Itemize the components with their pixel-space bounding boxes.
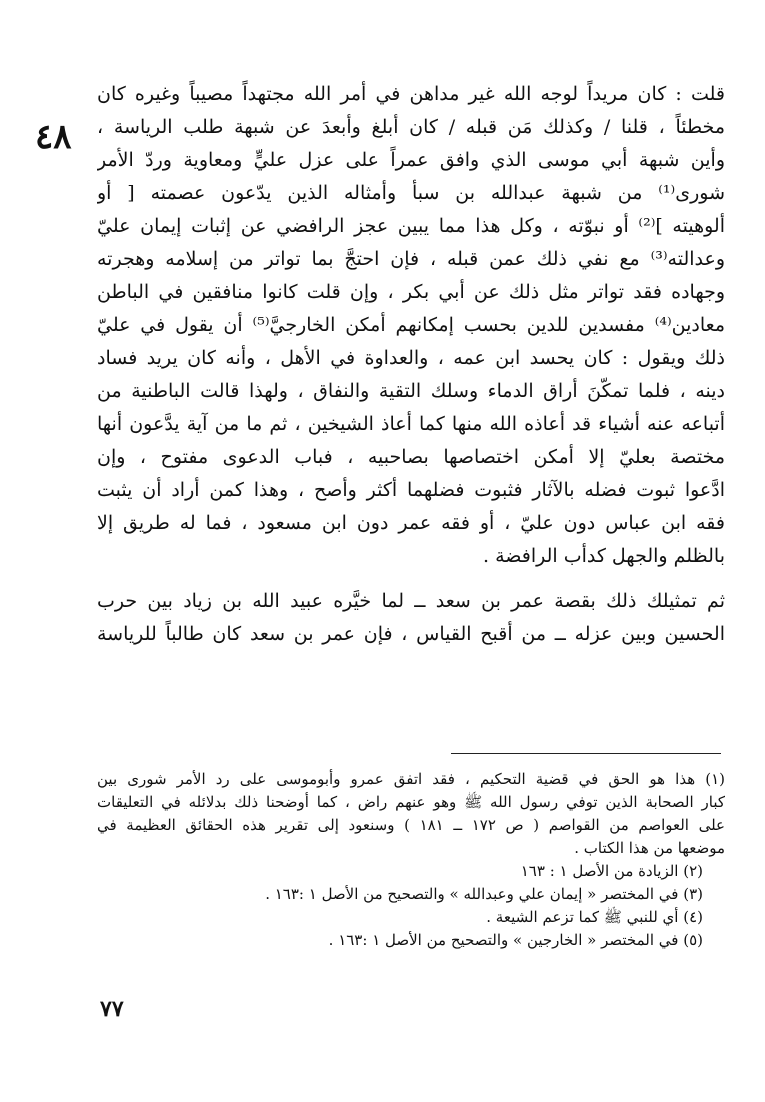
text-line: بالظلم والجهل كدأب الرافضة . [483, 545, 725, 567]
footnote-line: (٤) أي للنبي ﷺ كما تزعم الشيعة . [486, 908, 703, 926]
text-line: ثم تمثيلك ذلك بقصة عمر بن سعد ــ لما خيَّره عبيد الله بن زياد بين حرب [97, 590, 725, 612]
footnote-line: (٢) الزيادة من الأصل ١ : ١٦٣ [520, 862, 703, 880]
text-line: مختصة بعليّ إلا أمكن اختصاصها بصاحبيه ، فباب الدعوى مفتوح ، وإن [97, 446, 725, 468]
text-line: وأين شبهة أبي موسى الذي وافق عمراً على عزل عليٍّ ومعاوية وردّ الأمر [97, 149, 725, 171]
footnote-line: (١) هذا هو الحق في قضية التحكيم ، فقد اتفق عمرو وأبوموسى على رد الأمر شورى بين [97, 770, 725, 788]
text-line: وعدالته⁽³⁾ مع نفي ذلك عمن قبله ، فإن احتجَّ بما تواتر من إسلامه وهجرته [97, 248, 725, 270]
footnotes [97, 768, 725, 952]
footnote-line: على العواصم من القواصم ( ص ١٧٢ ــ ١٨١ ) وسنعود إلى تقرير هذه الحقائق العظيمة في [97, 816, 725, 834]
text-line: فقه ابن عباس دون عليّ ، أو فقه عمر دون ابن مسعود ، فما له طريق إلا [97, 512, 725, 534]
text-line: ألوهيته ]⁽²⁾ أو نبوّته ، وكل هذا مما يبين عجز الرافضي عن إثبات إيمان عليّ [97, 215, 725, 237]
text-line: أتباعه عنه أشياء قد أعاذه الله منها كما أعاذ الشيخين ، ثم ما من آية يدَّعون أنها [97, 413, 725, 435]
footnote-line: (٥) في المختصر « الخارجين » والتصحيح من الأصل ١ :١٦٣ . [328, 931, 703, 949]
text-line: ذلك ويقول : كان يحسد ابن عمه ، والعداوة في الأهل ، وأنه كان يريد فساد [97, 347, 725, 369]
text-line: مخطئاً ، قلنا / وكذلك مَن قبله / كان أبلغ وأبعدَ عن شبهة طلب الرياسة ، [97, 116, 725, 138]
text-line: قلت : كان مريداً لوجه الله غير مداهن في أمر الله مجتهداً مصيباً وغيره كان [97, 83, 725, 105]
footnote-line: (٣) في المختصر « إيمان علي وعبدالله » والتصحيح من الأصل ١ :١٦٣ . [265, 885, 703, 903]
margin-original-page-number: ٤٨ [35, 117, 72, 157]
footnote-line: موضعها من هذا الكتاب . [574, 839, 725, 857]
text-line: ادَّعوا ثبوت فضله بالآثار فثبوت فضلهما أكثر وأصح ، وهذا كمن أراد أن يثبت [97, 479, 725, 501]
main-text [97, 78, 725, 651]
text-line: دينه ، فلما تمكّنَ أراق الدماء وسلك التقية والنفاق ، ولهذا قالت الباطنية من [97, 380, 725, 402]
page-number: ٧٧ [100, 996, 124, 1022]
footnote-line: كبار الصحابة الذين توفي رسول الله ﷺ وهو عنهم راض ، كما أوضحنا ذلك بدلائله في التعليقات [97, 793, 725, 811]
text-line: شورى⁽¹⁾ من شبهة عبدالله بن سبأ وأمثاله الذين يدّعون عصمته [ أو [97, 182, 725, 204]
text-line: معادين⁽⁴⁾ مفسدين للدين بحسب إمكانهم أمكن الخارجيَّ⁽⁵⁾ أن يقول في عليّ [97, 314, 725, 336]
footnote-separator [451, 753, 721, 754]
text-line: وجهاده فقد تواتر مثل ذلك عن أبي بكر ، وإن قلت كانوا منافقين في الباطن [97, 281, 725, 303]
text-line: الحسين وبين عزله ــ من أقبح القياس ، فإن عمر بن سعد كان طالباً للرياسة [97, 623, 725, 645]
